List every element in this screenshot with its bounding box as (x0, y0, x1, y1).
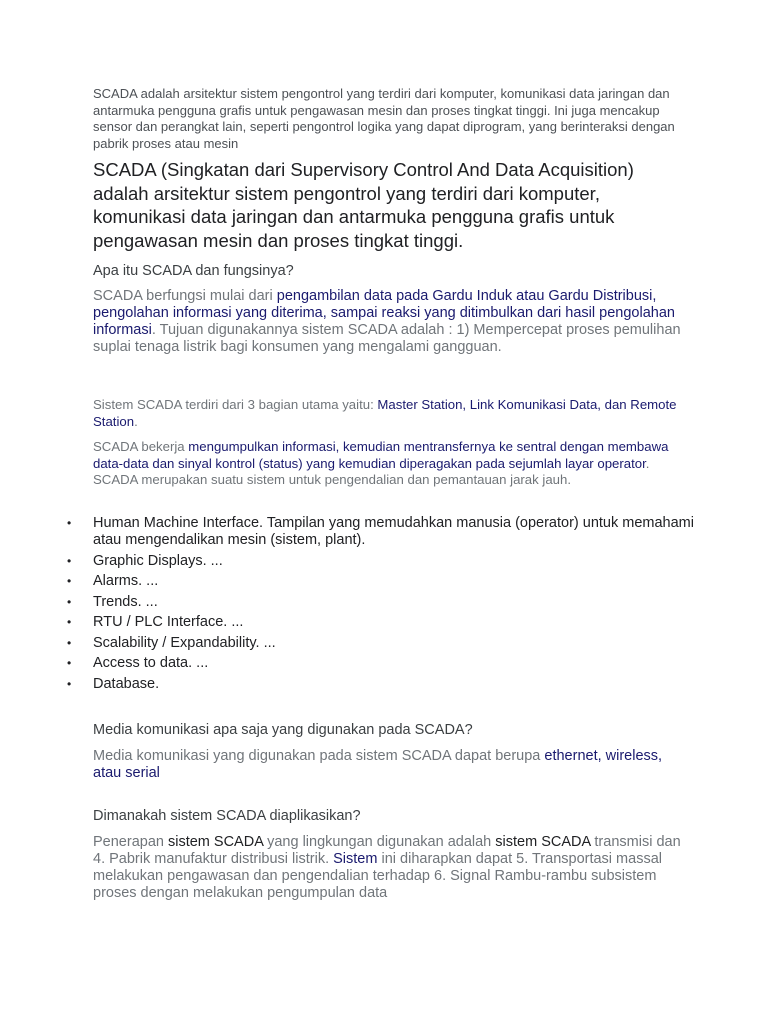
list-item-text: Access to data. ... (93, 655, 209, 671)
answer-text: Sistem SCADA terdiri dari 3 bagian utama yaitu: (93, 397, 378, 412)
list-item (0, 594, 700, 611)
answer-text: SCADA bekerja (93, 439, 189, 454)
question-what-is-scada: Apa itu SCADA dan fungsinya? (93, 263, 294, 279)
answer-text: Media komunikasi yang digunakan pada sistem SCADA dapat berupa (93, 748, 545, 764)
list-item (0, 573, 700, 590)
bullet-icon: • (67, 635, 72, 650)
intro-paragraph: SCADA adalah arsitektur sistem pengontrol yang terdiri dari komputer, komunikasi data jaringan dan antarmuka pengguna grafis untuk pengawasan mesin dan proses tingkat tinggi. Ini juga mencakup sensor dan perangkat lain, seperti pengontrol logika yang dapat diprogram, yang berinteraksi dengan pabrik proses atau mesin (93, 86, 675, 151)
list-item-text: Scalability / Expandability. ... (93, 634, 276, 651)
answer-text: . Tujuan digunakannya sistem SCADA adalah : 1) Mempercepat proses pemulihan suplai tenaga listrik bagi konsumen yang mengalami gangguan. (93, 322, 681, 355)
list-item (0, 635, 700, 652)
answer-highlight: sistem SCADA (167, 834, 264, 850)
list-item-text: RTU / PLC Interface. ... (93, 614, 244, 630)
answer-text: Penerapan (93, 834, 168, 850)
list-item (0, 553, 700, 570)
answer-text: transmisi dan 4. Pabrik manufaktur distribusi listrik. (93, 834, 681, 867)
question-scada-application: Dimanakah sistem SCADA diaplikasikan? (93, 808, 361, 824)
list-item (0, 655, 700, 672)
bullet-icon: • (67, 594, 72, 609)
answer-scada-parts (93, 397, 683, 430)
list-item (0, 614, 700, 631)
bullet-icon: • (67, 656, 72, 670)
answer-text: . SCADA merupakan suatu sistem untuk pengendalian dan pemantauan jarak jauh. (93, 455, 650, 487)
bullet-icon: • (67, 574, 72, 588)
answer-communication-media (93, 748, 683, 782)
list-item-text: Database. (93, 675, 160, 692)
answer-text: ini diharapkan dapat 5. Transportasi massal melakukan pengawasan dan pengendalian terhadap 6. Signal Rambu-rambu subsistem proses dengan melakukan pengumpulan data (93, 851, 662, 901)
bullet-icon: • (67, 553, 72, 568)
bullet-icon: • (67, 516, 72, 530)
answer-highlight: ethernet, wireless, atau serial (93, 748, 663, 781)
answer-highlight: pengambilan data pada Gardu Induk atau Gardu Distribusi, pengolahan informasi yang diterima, sampai reaksi yang ditimbulkan dari hasil pengolahan informasi (93, 288, 675, 338)
bullet-icon: • (67, 615, 72, 629)
feature-list (0, 515, 700, 696)
list-item (0, 676, 700, 693)
list-item-text: Alarms. ... (93, 573, 159, 589)
answer-highlight: Sistem (333, 851, 378, 867)
answer-text: yang lingkungan digunakan adalah (263, 834, 496, 850)
list-item-text: Graphic Displays. ... (93, 552, 223, 569)
answer-scada-application (93, 834, 683, 902)
list-item (0, 515, 700, 549)
answer-text: . (134, 413, 138, 429)
answer-highlight: sistem SCADA (495, 834, 591, 850)
list-item-text: Trends. ... (93, 593, 158, 610)
answer-text: SCADA berfungsi mulai dari (93, 288, 277, 304)
answer-scada-function (93, 288, 683, 356)
answer-highlight: mengumpulkan informasi, kemudian mentransfernya ke sentral dengan membawa data-data dan sinyal kontrol (status) yang kemudian diperagakan pada sejumlah layar operator (93, 439, 669, 471)
list-item-text: Human Machine Interface. Tampilan yang memudahkan manusia (operator) untuk memahami atau mengendalikan mesin (sistem, plant). (93, 515, 694, 548)
question-communication-media: Media komunikasi apa saja yang digunakan pada SCADA? (93, 722, 473, 738)
answer-highlight: Master Station, Link Komunikasi Data, dan Remote Station (93, 397, 677, 429)
answer-scada-work (93, 439, 683, 489)
definition-headline: SCADA (Singkatan dari Supervisory Control And Data Acquisition) adalah arsitektur sistem pengontrol yang terdiri dari komputer, komunikasi data jaringan dan antarmuka pengguna grafis untuk pengawasan mesin dan proses tingkat tinggi. (93, 159, 634, 251)
bullet-icon: • (67, 676, 72, 691)
